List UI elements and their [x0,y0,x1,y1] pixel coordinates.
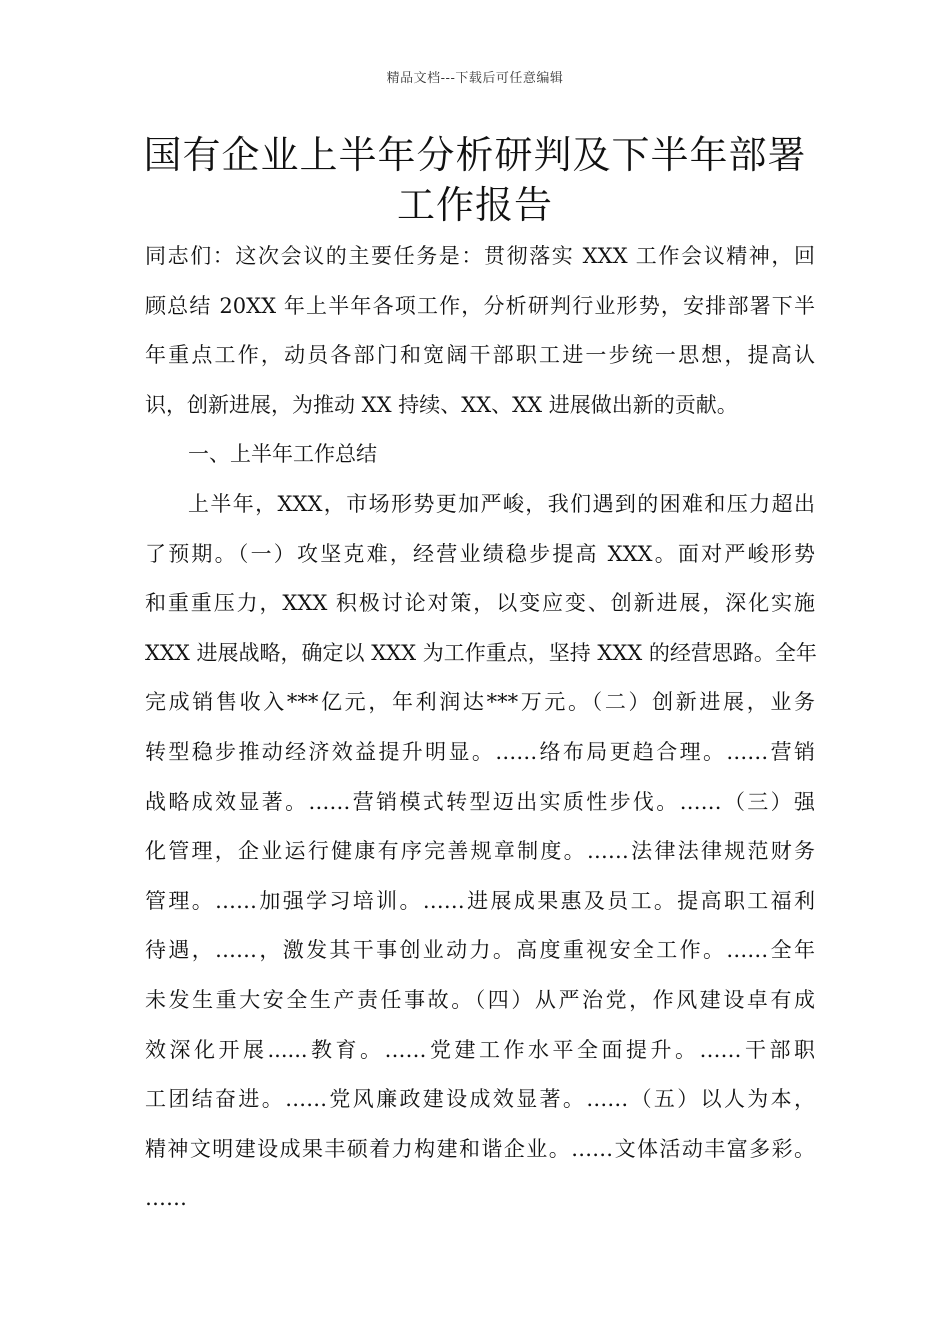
paragraph-line: 识，创新进展，为推动 XX 持续、XX、XX 进展做出新的贡献。 [145,392,738,417]
paragraph-line: 管理。……加强学习培训。……进展成果惠及员工。提高职工福利 [145,888,815,913]
paragraph-line: 精神文明建设成果丰硕着力构建和谐企业。……文体活动丰富多彩。 [145,1136,815,1161]
paragraph-line: XXX 进展战略，确定以 XXX 为工作重点，坚持 XXX 的经营思路。全年 [145,640,817,665]
paragraph-line: 和重重压力，XXX 积极讨论对策，以变应变、创新进展，深化实施 [145,591,815,616]
paragraph-line: 完成销售收入***亿元，年利润达***万元。（二）创新进展，业务 [145,690,815,715]
title-line-1: 国有企业上半年分析研判及下半年部署 [143,133,807,177]
header-note: 精品文档---下载后可任意编辑 [386,71,564,86]
paragraph-line: 战略成效显著。……营销模式转型迈出实质性步伐。……（三）强 [145,789,815,814]
paragraph-line: 未发生重大安全生产责任事故。（四）从严治党，作风建设卓有成 [145,987,815,1012]
paragraph-line: 待遇，……，激发其干事创业动力。高度重视安全工作。……全年 [145,938,815,963]
paragraph-line: 工团结奋进。……党风廉政建设成效显著。……（五）以人为本， [145,1087,815,1112]
paragraph-line: 同志们：这次会议的主要任务是：贯彻落实 XXX 工作会议精神，回 [145,244,815,268]
paragraph-line: …… [145,1186,187,1211]
paragraph-line: 转型稳步推动经济效益提升明显。……络布局更趋合理。……营销 [145,739,815,764]
title-line-2: 工作报告 [396,183,553,227]
paragraph-line: 顾总结 20XX 年上半年各项工作，分析研判行业形势，安排部署下半 [145,293,815,318]
section-heading: 一、上半年工作总结 [188,442,377,467]
paragraph-line: 年重点工作，动员各部门和宽阔干部职工进一步统一思想，提高认 [145,343,815,368]
document-title [100,130,850,230]
paragraph-line: 上半年，XXX，市场形势更加严峻，我们遇到的困难和压力超出 [188,491,815,516]
paragraph-line: 效深化开展......教育。……党建工作水平全面提升。……干部职 [145,1037,815,1062]
paragraph-line: 化管理，企业运行健康有序完善规章制度。……法律法律规范财务 [145,839,815,864]
paragraph-line: 了预期。（一）攻坚克难，经营业绩稳步提高 XXX。面对严峻形势 [145,541,815,566]
document-body [145,232,815,1224]
